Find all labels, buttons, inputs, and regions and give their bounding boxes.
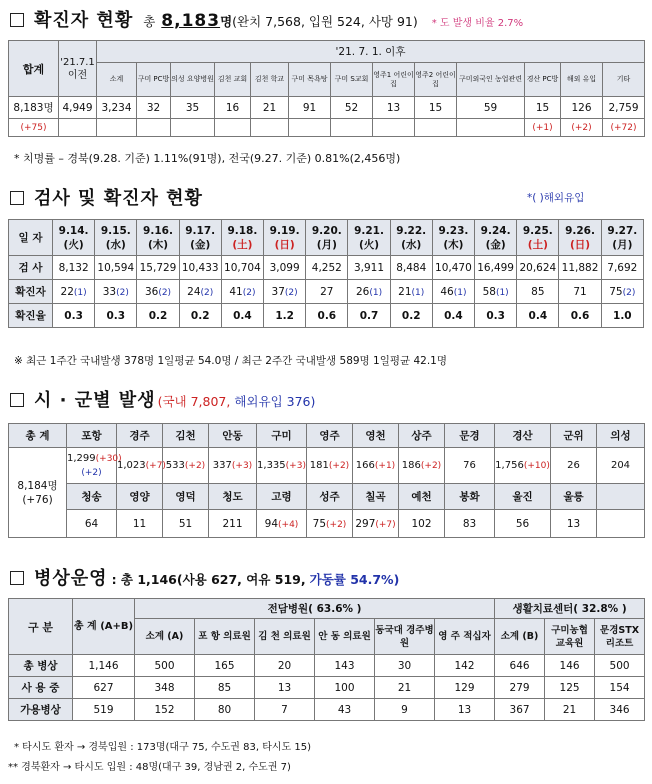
region-count: 297(+7) xyxy=(353,510,399,538)
confirmed-count: 58(1) xyxy=(475,280,517,304)
bed-row xyxy=(9,699,645,721)
cluster-increase xyxy=(373,119,415,137)
region-name: 성주 xyxy=(307,484,353,510)
bed-value: 20 xyxy=(255,655,315,677)
date-text: 9.26. xyxy=(565,224,595,237)
test-count: 10,704 xyxy=(221,256,263,280)
dedicated-hospital-header: 전담병원( 63.6% ) xyxy=(135,599,495,619)
cluster-increase: (+2) xyxy=(561,119,603,137)
date-header xyxy=(348,220,390,256)
date-text: 9.25. xyxy=(522,224,553,237)
bed-value: 9 xyxy=(375,699,435,721)
region-count: 13 xyxy=(551,510,597,538)
cluster-increase xyxy=(97,119,137,137)
cluster-header: 김천 학교 xyxy=(251,63,289,97)
confirm-rate: 0.2 xyxy=(137,304,179,328)
weekday-text: (木) xyxy=(443,238,464,251)
tests-table xyxy=(8,219,644,328)
region-name: 포항 xyxy=(67,424,117,448)
bed-value: 154 xyxy=(595,677,645,699)
confirmed-count: 71 xyxy=(559,280,601,304)
date-header xyxy=(517,220,559,256)
date-text: 9.21. xyxy=(354,224,384,237)
data-row-1 xyxy=(9,97,645,119)
checkbox-square-icon xyxy=(10,571,24,585)
bed-note-1: * 타시도 환자 → 경북입원 : 173명(대구 75, 수도권 83, 타시도 15) xyxy=(14,742,312,753)
total-number: 8,183 xyxy=(161,11,221,31)
checkbox-square-icon xyxy=(10,191,24,205)
data-row-2 xyxy=(9,119,645,137)
region-name: 문경 xyxy=(445,424,495,448)
weekday-text: (木) xyxy=(147,238,169,251)
bed-col-header: 문경STX 리조트 xyxy=(595,619,645,655)
weekly-footnote: ※ 최근 1주간 국내발생 378명 1일평균 54.0명 / 최근 2주간 국내발생 589명 1일평균 42.1명 xyxy=(14,355,448,367)
cluster-count: 15 xyxy=(415,97,457,119)
bed-value: 143 xyxy=(315,655,375,677)
region-table xyxy=(8,423,645,538)
section-beds-title xyxy=(10,564,399,590)
weekday-text: (日) xyxy=(274,238,295,251)
region-count: 337(+3) xyxy=(209,448,257,484)
region-count: 204 xyxy=(597,448,645,484)
date-header xyxy=(390,220,432,256)
test-count: 8,484 xyxy=(390,256,432,280)
cluster-count: 32 xyxy=(137,97,171,119)
row-label-date: 일 자 xyxy=(9,220,53,256)
test-count: 20,624 xyxy=(517,256,559,280)
cluster-count: 2,759 xyxy=(603,97,645,119)
cluster-increase xyxy=(331,119,373,137)
region-count: 94(+4) xyxy=(257,510,307,538)
foreign-ratio-note: * 도 발생 비율 2.7% xyxy=(431,18,524,29)
cluster-count: 91 xyxy=(289,97,331,119)
cluster-count: 15 xyxy=(525,97,561,119)
bed-value: 30 xyxy=(375,655,435,677)
bed-total-header: 총 계 (A+B) xyxy=(73,599,135,655)
cluster-count: 126 xyxy=(561,97,603,119)
bed-value: 627 xyxy=(73,677,135,699)
region-count: 1,756(+10) xyxy=(495,448,551,484)
test-count: 11,882 xyxy=(559,256,601,280)
cluster-increase xyxy=(457,119,525,137)
cluster-increase xyxy=(137,119,171,137)
region-name: 구미 xyxy=(257,424,307,448)
bed-col-header: 안 동 의료원 xyxy=(315,619,375,655)
confirmed-count: 24(2) xyxy=(179,280,221,304)
cluster-header: 해외 유입 xyxy=(561,63,603,97)
region-count: 166(+1) xyxy=(353,448,399,484)
test-count: 16,499 xyxy=(475,256,517,280)
cluster-increase: (+1) xyxy=(525,119,561,137)
region-name: 김천 xyxy=(163,424,209,448)
confirm-rate: 0.4 xyxy=(221,304,263,328)
weekday-text: (火) xyxy=(358,238,380,251)
overseas-count: (1) xyxy=(453,287,467,298)
weekday-text: (日) xyxy=(569,238,591,251)
region-count: 211 xyxy=(209,510,257,538)
confirm-rate: 0.3 xyxy=(475,304,517,328)
date-text: 9.15. xyxy=(100,224,131,237)
bed-value: 21 xyxy=(375,677,435,699)
region-overseas: (+2) xyxy=(81,467,102,478)
region-name: 청송 xyxy=(67,484,117,510)
section-region-title xyxy=(10,386,315,412)
bed-col-header: 김 천 의료원 xyxy=(255,619,315,655)
region-count: 1,335(+3) xyxy=(257,448,307,484)
region-name: 울릉 xyxy=(551,484,597,510)
bed-col-header: 포 항 의료원 xyxy=(195,619,255,655)
bed-col-header: 동국대 경주병원 xyxy=(375,619,435,655)
date-header xyxy=(137,220,179,256)
cluster-count: 52 xyxy=(331,97,373,119)
bed-value: 80 xyxy=(195,699,255,721)
region-total-value: 8,184명 (+76) xyxy=(9,448,67,538)
bed-value: 519 xyxy=(73,699,135,721)
test-count: 3,099 xyxy=(264,256,306,280)
bed-value: 142 xyxy=(435,655,495,677)
region-count: 51 xyxy=(163,510,209,538)
date-text: 9.17. xyxy=(185,224,216,237)
region-name: 봉화 xyxy=(445,484,495,510)
region-name: 영주 xyxy=(307,424,353,448)
date-text: 9.16. xyxy=(143,224,173,237)
region-count: 186(+2) xyxy=(399,448,445,484)
bed-div-header: 구 분 xyxy=(9,599,73,655)
confirm-rate: 1.0 xyxy=(601,304,643,328)
period-header: '21. 7. 1. 이후 xyxy=(97,41,645,63)
bed-value: 13 xyxy=(435,699,495,721)
bed-value: 7 xyxy=(255,699,315,721)
weekday-text: (土) xyxy=(527,238,548,251)
col-total-header: 합계 xyxy=(9,41,59,97)
date-header xyxy=(53,220,95,256)
bed-value: 152 xyxy=(135,699,195,721)
total-detail: (완치 7,568, 입원 524, 사망 91) xyxy=(232,14,418,29)
overseas-count: (2) xyxy=(242,287,256,298)
cluster-header: 구미외국인 농업관련 xyxy=(457,63,525,97)
overseas-count: (2) xyxy=(622,287,636,298)
overseas-count: (1) xyxy=(73,287,87,298)
confirmed-count: 41(2) xyxy=(221,280,263,304)
test-count: 10,470 xyxy=(432,256,474,280)
bed-col-header: 소계 (A) xyxy=(135,619,195,655)
date-text: 9.19. xyxy=(269,224,300,237)
cluster-count: 4,949 xyxy=(59,97,97,119)
region-increase: (+30) xyxy=(95,453,122,464)
region-name: 예천 xyxy=(399,484,445,510)
confirm-rate: 0.6 xyxy=(306,304,348,328)
confirm-rate: 1.2 xyxy=(264,304,306,328)
confirm-rate: 0.3 xyxy=(53,304,95,328)
bed-row-label: 사 용 중 xyxy=(9,677,73,699)
region-increase: (+2) xyxy=(184,461,206,471)
treatment-center-header: 생활치료센터( 32.8% ) xyxy=(495,599,645,619)
region-count: 56 xyxy=(495,510,551,538)
region-count: 64 xyxy=(67,510,117,538)
region-total-label: 총 계 xyxy=(9,424,67,448)
section-title: 시 · 군별 발생 xyxy=(34,390,156,411)
checkbox-square-icon xyxy=(10,393,24,407)
region-count: 76 xyxy=(445,448,495,484)
region-increase: (+3) xyxy=(231,461,253,471)
weekday-text: (火) xyxy=(63,238,84,251)
date-text: 9.27. xyxy=(607,224,638,237)
bed-value: 646 xyxy=(495,655,545,677)
cluster-header: 영주2 어린이집 xyxy=(415,63,457,97)
weekday-text: (水) xyxy=(105,238,126,251)
confirm-rate: 0.2 xyxy=(390,304,432,328)
region-count: 1,299(+30) (+2) xyxy=(67,448,117,484)
date-header xyxy=(559,220,601,256)
overseas-count: 해외유입 376) xyxy=(234,394,316,409)
domestic-count: (국내 7,807, xyxy=(157,394,231,409)
date-header xyxy=(264,220,306,256)
region-name: 영덕 xyxy=(163,484,209,510)
cluster-increase xyxy=(251,119,289,137)
region-name: 영양 xyxy=(117,484,163,510)
bed-value: 43 xyxy=(315,699,375,721)
confirm-rate: 0.7 xyxy=(348,304,390,328)
confirmed-count: 37(2) xyxy=(264,280,306,304)
section-title: 확진자 현황 xyxy=(34,10,134,31)
test-count: 10,433 xyxy=(179,256,221,280)
region-increase: (+3) xyxy=(285,461,306,471)
region-increase: (+1) xyxy=(374,461,396,471)
date-text: 9.14. xyxy=(58,224,89,237)
total-label: 총 xyxy=(143,14,156,29)
bed-value: 85 xyxy=(195,677,255,699)
cluster-count: 21 xyxy=(251,97,289,119)
confirmed-count: 36(2) xyxy=(137,280,179,304)
cluster-count: 16 xyxy=(215,97,251,119)
section-title: 검사 및 확진자 현황 xyxy=(34,188,203,209)
date-text: 9.22. xyxy=(396,224,427,237)
confirmed-count: 27 xyxy=(306,280,348,304)
bed-value: 279 xyxy=(495,677,545,699)
cluster-increase xyxy=(171,119,215,137)
bed-value: 165 xyxy=(195,655,255,677)
bed-value: 146 xyxy=(545,655,595,677)
cluster-increase: (+75) xyxy=(9,119,59,137)
cluster-header: 경산 PC방 xyxy=(525,63,561,97)
bed-col-header: 영 주 적십자 xyxy=(435,619,495,655)
occupancy-rate: 가동률 54.7%) xyxy=(309,572,400,587)
bed-row xyxy=(9,655,645,677)
confirmed-count: 26(1) xyxy=(348,280,390,304)
region-name: 상주 xyxy=(399,424,445,448)
date-header xyxy=(475,220,517,256)
region-count: 11 xyxy=(117,510,163,538)
region-count: 181(+2) xyxy=(307,448,353,484)
bed-row-label: 가용병상 xyxy=(9,699,73,721)
cluster-count: 35 xyxy=(171,97,215,119)
cluster-header: 영주1 어린이집 xyxy=(373,63,415,97)
confirmed-count: 21(1) xyxy=(390,280,432,304)
test-count: 4,252 xyxy=(306,256,348,280)
bed-value: 500 xyxy=(135,655,195,677)
confirmed-table xyxy=(8,40,645,137)
cluster-header: 구미 목욕탕 xyxy=(289,63,331,97)
overseas-count: (2) xyxy=(200,287,214,298)
date-header xyxy=(221,220,263,256)
overseas-count: (2) xyxy=(284,287,298,298)
weekday-text: (金) xyxy=(485,238,506,251)
cluster-header: 김천 교회 xyxy=(215,63,251,97)
region-count: 1,023(+7) xyxy=(117,448,163,484)
bed-value: 367 xyxy=(495,699,545,721)
section-confirmed-title xyxy=(10,6,523,32)
confirm-rate: 0.2 xyxy=(179,304,221,328)
confirm-rate: 0.3 xyxy=(95,304,137,328)
weekday-text: (水) xyxy=(401,238,422,251)
beds-table xyxy=(8,598,645,721)
bed-col-header: 소계 (B) xyxy=(495,619,545,655)
bed-value: 346 xyxy=(595,699,645,721)
cluster-count: 8,183명 xyxy=(9,97,59,119)
region-name: 울진 xyxy=(495,484,551,510)
region-increase: (+7) xyxy=(375,519,396,530)
bed-value: 348 xyxy=(135,677,195,699)
overseas-count: (2) xyxy=(158,287,172,298)
region-name: 의성 xyxy=(597,424,645,448)
empty-cell xyxy=(597,484,645,510)
date-text: 9.24. xyxy=(480,224,511,237)
cluster-increase xyxy=(215,119,251,137)
region-increase: (+4) xyxy=(278,519,299,530)
test-count: 7,692 xyxy=(601,256,643,280)
bed-value: 129 xyxy=(435,677,495,699)
checkbox-square-icon xyxy=(10,13,24,27)
bed-value: 125 xyxy=(545,677,595,699)
region-count: 75(+2) xyxy=(307,510,353,538)
bed-note-2: ** 경북환자 → 타시도 입원 : 48명(대구 39, 경남권 2, 수도권 7) xyxy=(8,762,291,773)
section-title: 병상운영 xyxy=(34,568,108,589)
date-header xyxy=(179,220,221,256)
region-count: 83 xyxy=(445,510,495,538)
bed-value: 13 xyxy=(255,677,315,699)
foreign-legend: *( )해외유입 xyxy=(527,192,585,204)
region-increase: (+10) xyxy=(523,461,550,471)
weekday-text: (土) xyxy=(232,238,253,251)
overseas-count: (1) xyxy=(495,287,509,298)
test-count: 8,132 xyxy=(53,256,95,280)
cluster-header: 의성 요양병원 xyxy=(171,63,215,97)
row-label-confirmed: 확진자 xyxy=(9,280,53,304)
bed-row-label: 총 병상 xyxy=(9,655,73,677)
bed-value: 1,146 xyxy=(73,655,135,677)
region-increase: (+2) xyxy=(420,461,442,471)
confirm-rate: 0.4 xyxy=(432,304,474,328)
test-count: 15,729 xyxy=(137,256,179,280)
bed-value: 21 xyxy=(545,699,595,721)
confirmed-count: 46(1) xyxy=(432,280,474,304)
region-name: 영천 xyxy=(353,424,399,448)
confirm-rate: 0.6 xyxy=(559,304,601,328)
region-increase: (+7) xyxy=(145,461,166,471)
overseas-count: (1) xyxy=(369,287,383,298)
region-name: 칠곡 xyxy=(353,484,399,510)
overseas-count: (1) xyxy=(411,287,425,298)
confirmed-count: 75(2) xyxy=(601,280,643,304)
region-name: 안동 xyxy=(209,424,257,448)
date-header xyxy=(432,220,474,256)
cluster-count: 3,234 xyxy=(97,97,137,119)
row-label-rate: 확진율 xyxy=(9,304,53,328)
cluster-header: 구미 PC방 xyxy=(137,63,171,97)
confirmed-count: 33(2) xyxy=(95,280,137,304)
bed-col-header: 구미농협 교육원 xyxy=(545,619,595,655)
cluster-header: 구미 S교회 xyxy=(331,63,373,97)
region-name: 경산 xyxy=(495,424,551,448)
row-label-tests: 검 사 xyxy=(9,256,53,280)
cluster-header: 기타 xyxy=(603,63,645,97)
region-name: 경주 xyxy=(117,424,163,448)
region-name: 고령 xyxy=(257,484,307,510)
cluster-count: 13 xyxy=(373,97,415,119)
overseas-count: (2) xyxy=(116,287,129,298)
cluster-header-row xyxy=(9,63,645,97)
weekday-text: (金) xyxy=(190,238,211,251)
section-tests-title xyxy=(10,184,203,210)
fatality-note: * 치명률 – 경북(9.28. 기준) 1.11%(91명), 전국(9.27. 기준) 0.81%(2,456명) xyxy=(14,152,401,165)
date-header xyxy=(95,220,137,256)
date-text: 9.20. xyxy=(311,224,342,237)
total-unit: 명 xyxy=(220,14,233,29)
bed-summary: : 총 1,146(사용 627, 여유 519, xyxy=(111,572,306,587)
region-increase: (+2) xyxy=(328,461,350,471)
region-count: 26 xyxy=(551,448,597,484)
cluster-increase xyxy=(415,119,457,137)
bed-value: 500 xyxy=(595,655,645,677)
empty-cell xyxy=(597,510,645,538)
date-header xyxy=(306,220,348,256)
date-text: 9.23. xyxy=(438,224,469,237)
region-count: 102 xyxy=(399,510,445,538)
bed-value: 100 xyxy=(315,677,375,699)
date-header xyxy=(601,220,643,256)
test-count: 3,911 xyxy=(348,256,390,280)
test-count: 10,594 xyxy=(95,256,137,280)
cluster-increase xyxy=(289,119,331,137)
region-increase: (+2) xyxy=(326,519,347,530)
weekday-text: (月) xyxy=(612,238,633,251)
confirm-rate: 0.4 xyxy=(517,304,559,328)
date-text: 9.18. xyxy=(227,224,258,237)
confirmed-count: 85 xyxy=(517,280,559,304)
weekday-text: (月) xyxy=(316,238,337,251)
cluster-increase: (+72) xyxy=(603,119,645,137)
col-before-header: '21.7.1 이전 xyxy=(59,41,97,97)
region-name: 청도 xyxy=(209,484,257,510)
cluster-count: 59 xyxy=(457,97,525,119)
confirmed-count: 22(1) xyxy=(53,280,95,304)
region-name: 군위 xyxy=(551,424,597,448)
cluster-header: 소계 xyxy=(97,63,137,97)
bed-row xyxy=(9,677,645,699)
cluster-increase xyxy=(59,119,97,137)
region-count: 533(+2) xyxy=(163,448,209,484)
